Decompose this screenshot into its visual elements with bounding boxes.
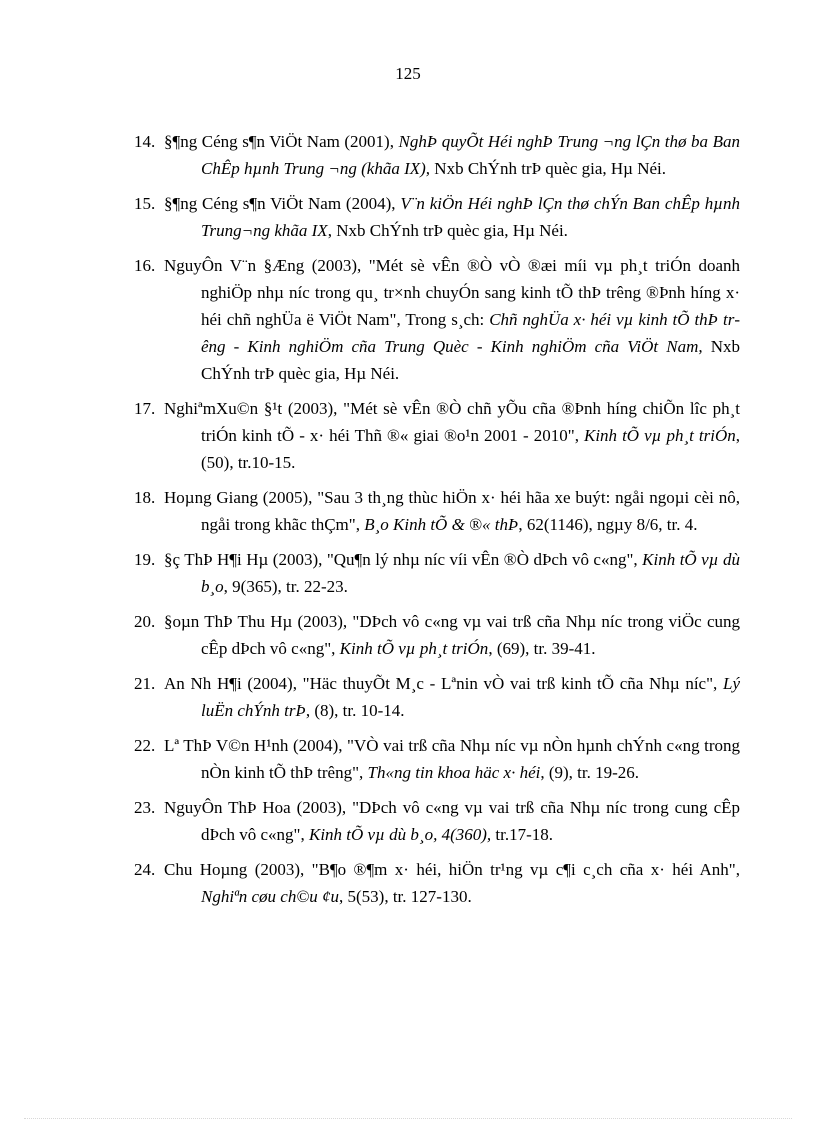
reference-text: NghiªmXu©n §¹t (2003), "Mét sè vÊn ®Ò chñ yÕu cña ®Þnh híng chiÕn lîc ph¸t triÓn kinh tÕ - x· héi Thñ ®« giai ®o¹n 2001 - 2010", [164,399,740,445]
reference-title: Kinh tÕ vµ ph¸t triÓn [339,639,489,658]
reference-item [134,670,740,724]
reference-text: NguyÔn ThÞ Hoa (2003), "DÞch vô c«ng vµ vai trß cña Nhµ níc trong cung cÊp dÞch vô c«ng", [164,798,740,844]
reference-item [134,252,740,387]
reference-title: Chñ nghÜa x· héi vµ kinh tÕ thÞ trêng - Kinh nghiÖm cña Trung Quèc - Kinh nghiÖm cña ViÖt Nam, [201,310,740,356]
reference-item [134,856,740,910]
reference-item [134,128,740,182]
reference-item [134,608,740,662]
reference-text: NguyÔn V¨n §Æng (2003), "Mét sè vÊn ®Ò vÒ ®æi míi vµ ph¸t triÓn doanh nghiÖp nhµ níc trong qu¸ tr×nh chuyÓn sang kinh tÕ thÞ trêng ®Þnh híng x· héi chñ nghÜa ë ViÖt Nam", Trong s¸ch: [164,256,740,329]
reference-text: Lª ThÞ V©n H¹nh (2004), "VÒ vai trß cña Nhµ níc vµ nÒn hµnh chÝnh c«ng trong nÒn kinh tÕ thÞ trêng", [164,736,740,782]
page-number: 125 [395,64,421,83]
reference-publication: , 62(1146), ngµy 8/6, tr. 4. [518,515,698,534]
reference-title: Lý luËn chÝnh trÞ [201,674,740,720]
reference-title: B¸o Kinh tÕ & ®« thÞ [364,515,519,534]
reference-title: Kinh tÕ vµ ph¸t triÓn [583,426,736,445]
reference-text: An Nh H¶i (2004), "Häc thuyÕt M¸c - Lªnin vÒ vai trß kinh tÕ cña Nhµ níc", [164,674,723,693]
reference-publication: tr.17-18. [491,825,553,844]
reference-text: Chu Hoµng (2003), "B¶o ®¶m x· héi, hiÖn tr¹ng vµ c¶i c¸ch cña x· héi Anh", [164,860,740,879]
reference-publication: , (50), tr.10-15. [201,426,740,472]
reference-number: 15. [134,194,156,213]
reference-number: 21. [134,674,156,693]
reference-text: §¶ng Céng s¶n ViÖt Nam (2001), [164,132,399,151]
reference-number: 14. [134,132,156,151]
bottom-rule [24,1118,792,1119]
reference-publication: , (69), tr. 39-41. [488,639,596,658]
reference-number: 16. [134,256,156,275]
reference-item [134,546,740,600]
reference-publication: , (9), tr. 19-26. [540,763,640,782]
reference-number: 23. [134,798,156,817]
reference-title: Nghiªn cøu ch©u ¢u [201,887,340,906]
reference-text: §ç ThÞ H¶i Hµ (2003), "Qu¶n lý nhµ níc víi vÊn ®Ò dÞch vô c«ng", [164,550,643,569]
reference-number: 24. [134,860,156,879]
reference-number: 17. [134,399,156,418]
reference-number: 18. [134,488,156,507]
reference-item [134,395,740,476]
reference-title: Kinh tÕ vµ dù b¸o, 4(360), [309,825,492,844]
reference-item [134,794,740,848]
reference-publication: , Nxb ChÝnh trÞ quèc gia, Hµ Néi. [327,221,568,240]
reference-publication: , 9(365), tr. 22-23. [223,577,348,596]
reference-item [134,190,740,244]
reference-number: 20. [134,612,156,631]
reference-publication: , (8), tr. 10-14. [305,701,405,720]
reference-item [134,732,740,786]
reference-number: 19. [134,550,156,569]
reference-text: §¶ng Céng s¶n ViÖt Nam (2004), [164,194,401,213]
reference-publication: , 5(53), tr. 127-130. [339,887,472,906]
reference-publication: Nxb ChÝnh trÞ quèc gia, Hµ Néi. [201,337,740,383]
reference-number: 22. [134,736,156,755]
reference-title: Th«ng tin khoa häc x· héi [367,763,541,782]
reference-title: NghÞ quyÕt Héi nghÞ Trung ¬ng lÇn thø ba Ban ChÊp hµnh Trung ¬ng (khãa IX), [201,132,740,178]
reference-publication: Nxb ChÝnh trÞ quèc gia, Hµ Néi. [430,159,667,178]
reference-title: Kinh tÕ vµ dù b¸o [201,550,741,596]
reference-item [134,484,740,538]
reference-text: Hoµng Giang (2005), "Sau 3 th¸ng thùc hiÖn x· héi hãa xe buýt: ngåi ngoµi cèi nô, ngåi trong khãc thÇm", [164,488,740,534]
reference-text: §oµn ThÞ Thu Hµ (2003), "DÞch vô c«ng vµ vai trß cña Nhµ níc trong viÖc cung cÊp dÞch vô c«ng", [164,612,740,658]
reference-list [134,128,740,918]
reference-title: V¨n kiÖn Héi nghÞ lÇn thø chÝn Ban chÊp hµnh Trung¬ng khãa IX [201,194,740,240]
